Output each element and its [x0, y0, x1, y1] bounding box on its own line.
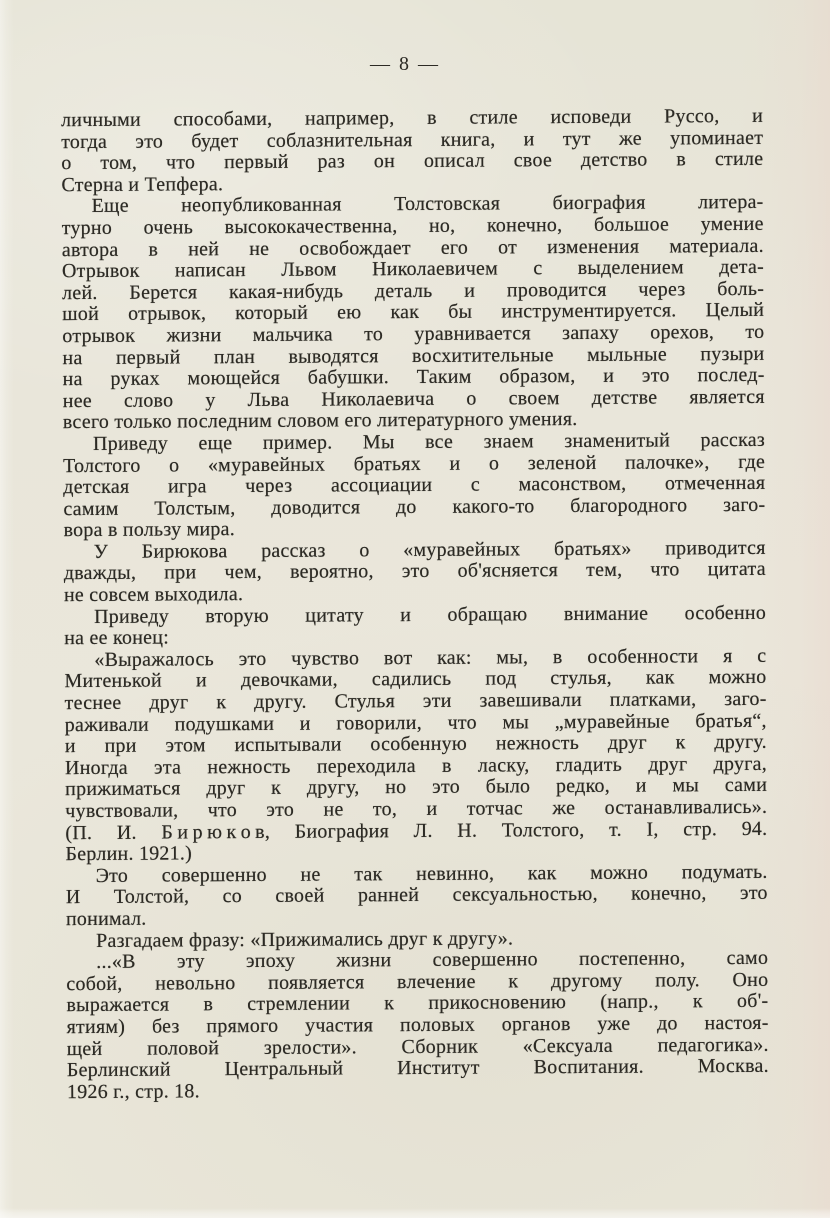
text-line: Иногда эта нежность переходила в ласку, гладить друг друга,: [64, 752, 768, 779]
paragraph: [66, 948, 769, 1103]
paragraph: [64, 538, 766, 607]
text-line: Берлинский Центральный Институт Воспитания. Москва.: [66, 1054, 769, 1082]
text-line: турно очень высококачественна, но, конечно, большое умение: [61, 212, 764, 240]
text-line: Берлин. 1921.): [65, 842, 193, 866]
text-line: понимал.: [65, 907, 147, 931]
text-line: ...«В эту эпоху жизни совершенно постепенно, само: [96, 947, 769, 974]
text-line: прижиматься друг к другу, но это было редко, и мы сами: [65, 774, 768, 801]
paragraph: [62, 192, 765, 434]
text-line: Разгадаем фразу: «Прижимались друг к другу».: [95, 926, 514, 952]
text-line: шой отрывок, который ею как бы инструментируется. Целый: [62, 299, 765, 326]
text-line: самим Толстым, доводится до какого-то благородного заго-: [63, 493, 766, 520]
paragraph: [64, 646, 767, 866]
text-block: [61, 106, 769, 1104]
text-line: собой, невольно появляется влечение к другому полу. Оно: [66, 968, 769, 995]
text-line: тогда это будет соблазнительная книга, и тут же упоминает: [61, 126, 764, 153]
text-line: Отрывок написан Львом Николаевичем с выделением дета-: [61, 256, 765, 283]
text-line: не совсем выходила.: [63, 583, 244, 607]
text-line: личными способами, например, в стиле исповеди Руссо, и: [60, 104, 764, 132]
text-line: теснее друг к другу. Стулья эти завешивали платками, заго-: [64, 687, 767, 715]
text-line: раживали подушками и говорили, что мы „муравейные братья“,: [64, 709, 767, 736]
paragraph: [66, 862, 768, 931]
text-line: на руках моющейся бабушки. Таким образом, и это послед-: [62, 363, 765, 391]
text-line: «Выражалось это чувство вот как: мы, в особенности я с: [94, 644, 767, 671]
text-line: ятиям) без прямого участия половых органов уже до настоя-: [66, 1011, 769, 1039]
text-line: на ее конец:: [64, 626, 170, 650]
text-line: У Бирюкова рассказ о «муравейных братьях» приводится: [93, 536, 766, 563]
text-line: нее слово у Льва Николаевича о своем детстве является: [62, 385, 765, 412]
text-line: чувствовали, что это не то, и тотчас же останавливались».: [65, 795, 768, 823]
text-line: Это совершенно не так невинно, как можно подумать.: [95, 860, 768, 887]
text-line: 1926 г., стр. 18.: [66, 1080, 200, 1103]
text-line: автора в ней не освобождает его от изменения материала.: [61, 234, 764, 261]
text-line: всего только последним словом его литературного умения.: [62, 408, 578, 434]
text-line: (П. И. Б и р ю к о в, Биография Л. Н. Толстого, т. I, стр. 94.: [65, 817, 768, 844]
text-line: о том, что первый раз он описал свое детство в стиле: [61, 148, 764, 175]
text-line: и при этом испытывали особенную нежность друг к другу.: [64, 731, 767, 758]
text-line: Митенькой и девочками, садились под стулья, как можно: [64, 666, 767, 693]
text-line: щей половой зрелости». Сборник «Сексуала педагогика».: [66, 1033, 769, 1060]
paragraph: [64, 603, 766, 650]
paragraph: [63, 430, 766, 542]
text-line: Стерна и Тепфера.: [61, 172, 224, 196]
text-line: Еще неопубликованная Толстовская биография литера-: [91, 191, 764, 218]
text-line: лей. Берется какая-нибудь деталь и проводится через боль-: [62, 277, 765, 304]
text-line: И Толстой, со своей ранней сексуальностью, конечно, это: [65, 882, 768, 909]
text-line: детская игра через ассоциации с масонством, отмеченная: [63, 471, 766, 499]
paragraph: [61, 106, 764, 197]
text-line: Толстого о «муравейных братьях и о зеленой палочке», где: [63, 450, 766, 477]
text-line: Приведу вторую цитату и обращаю внимание особенно: [93, 601, 767, 628]
text-line: на первый план выводятся восхитительные мыльные пузыри: [62, 342, 765, 369]
page-number: — 8 —: [370, 53, 440, 75]
text-line: дважды, при чем, вероятно, это об'ясняется тем, что цитата: [63, 558, 766, 585]
text-line: выражается в стремлении к прикосновению (напр., к об'-: [66, 990, 769, 1017]
text-line: Приведу еще пример. Мы все знаем знаменитый рассказ: [92, 428, 766, 455]
text-line: отрывок жизни мальчика то уравнивается запаху орехов, то: [62, 320, 765, 348]
text-line: вора в пользу мира.: [63, 518, 236, 542]
